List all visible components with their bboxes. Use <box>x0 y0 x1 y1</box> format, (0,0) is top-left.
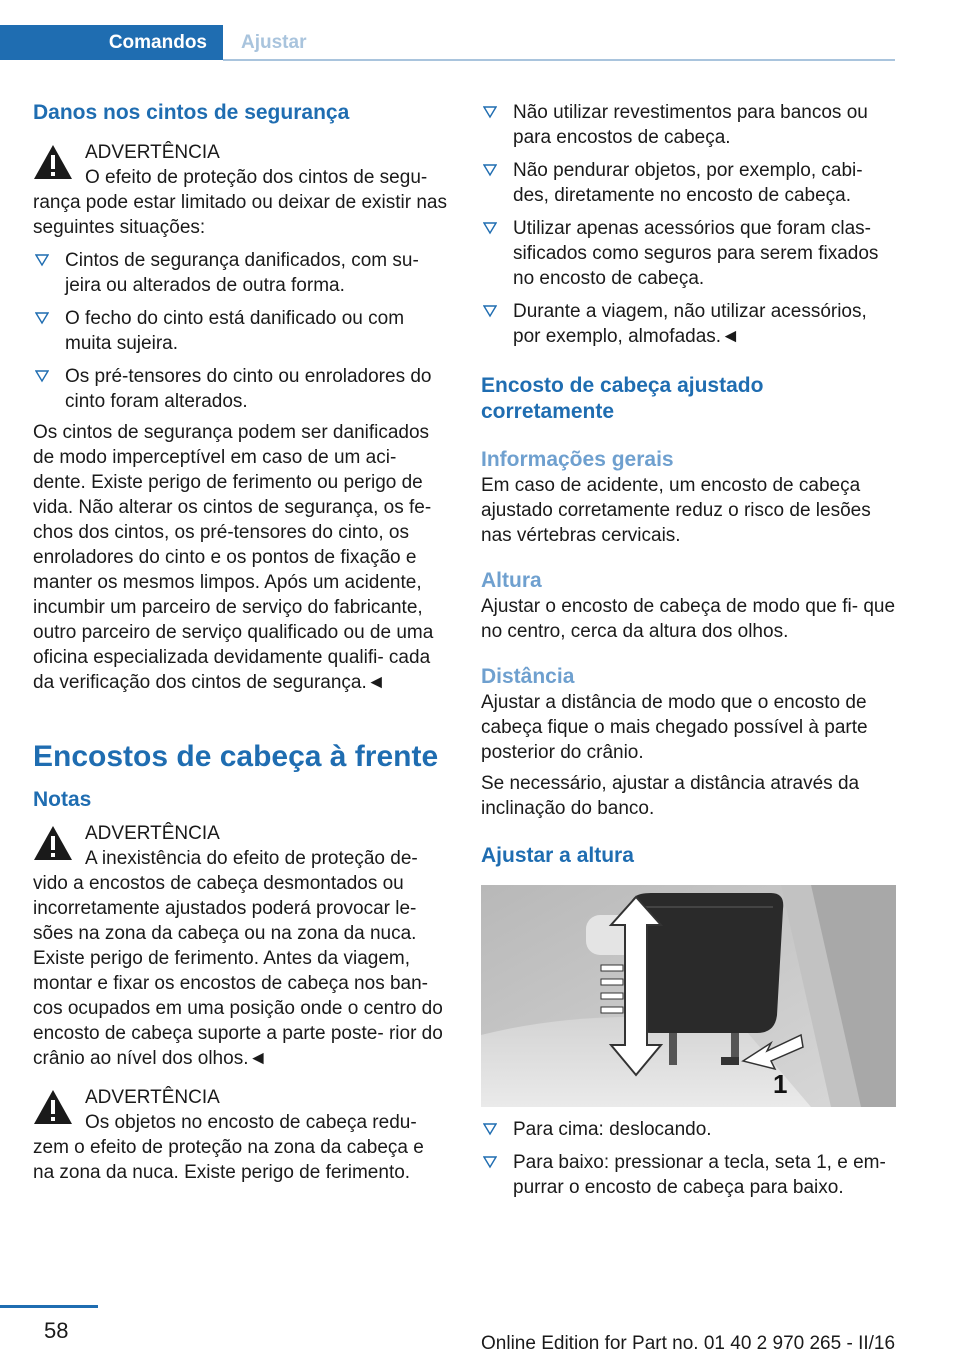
list-item: Durante a viagem, não utilizar acessórios, por exemplo, almofadas.◄ <box>481 299 897 349</box>
edition-note: Online Edition for Part no. 01 40 2 970 265 - II/16 <box>481 1333 896 1354</box>
section-title-adjust-height: Ajustar a altura <box>481 844 634 867</box>
section-title-headrest-adjusted: Encosto de cabeça ajustado corretamente <box>481 374 764 423</box>
paragraph-distance-inclination: Se necessário, ajustar a distância através da inclinação do banco. <box>481 773 860 819</box>
warning-title: ADVERTÊNCIA <box>85 1087 220 1108</box>
subsection-title-general: Informações gerais <box>481 448 674 471</box>
warning-text-first-line: Os objetos no encosto de cabeça redu‐ <box>85 1112 417 1133</box>
warning-icon <box>33 144 73 180</box>
left-column <box>33 100 449 1185</box>
triangle-bullet-icon <box>483 163 497 177</box>
warning-title: ADVERTÊNCIA <box>85 142 220 163</box>
page-number: 58 <box>44 1318 69 1343</box>
triangle-bullet-icon <box>35 311 49 325</box>
tab-ajustar[interactable]: Ajustar <box>241 32 307 53</box>
warning-icon <box>33 1089 73 1125</box>
warning-text: zem o efeito de proteção na zona da cabeça e na zona da nuca. Existe perigo de ferimento. <box>33 1137 424 1183</box>
section-title-seatbelt-damage: Danos nos cintos de segurança <box>33 101 350 124</box>
right-column <box>481 100 897 1200</box>
warning-text-first-line: O efeito de proteção dos cintos de segu‐ <box>85 167 428 188</box>
warning-text: rança pode estar limitado ou deixar de existir nas seguintes situações: <box>33 192 448 238</box>
triangle-bullet-icon <box>483 1155 497 1169</box>
warning-text: vido a encostos de cabeça desmontados ou incorretamente ajustados poderá provocar le‐ sões na zona da cabeça ou na zona da nuca. Existe perigo de ferimento. Antes da viagem, montar e fixar os encostos de cabeça nos ban‐ cos ocupados em uma posição onde o centro do encosto de cabeça suporte a parte poste‐ rior do crânio ao nível dos olhos.◄ <box>33 873 443 1069</box>
paragraph-seatbelt-warning: Os cintos de segurança podem ser danificados de modo imperceptível em caso de um aci‐ dente. Existe perigo de ferimento ou perigo de vida. Não alterar os cintos de segurança, os fe‐ chos dos cintos, os pré-tensores do cinto, os enroladores do cinto e os pontos de fixação e manter os mesmos limpos. Após um acidente, incumbir um parceiro de serviço do fabricante, outro parceiro de serviço qualificado ou de uma oficina especializada devidamente qualifi‐ cada da verificação dos cintos de segurança.◄ <box>33 422 434 693</box>
warning-1-list <box>33 248 449 414</box>
triangle-bullet-icon <box>483 304 497 318</box>
list-item: O fecho do cinto está danificado ou com muita sujeira. <box>33 306 449 356</box>
warning-icon <box>33 825 73 861</box>
footer-rule <box>0 1305 98 1308</box>
paragraph-height: Ajustar o encosto de cabeça de modo que fi‐ que no centro, cerca da altura dos olhos. <box>481 596 896 642</box>
warning-text-first-line: A inexistência do efeito de proteção de‐ <box>85 848 418 869</box>
list-item: Utilizar apenas acessórios que foram clas‐ sificados como seguros para serem fixados no encosto de cabeça. <box>481 216 897 291</box>
triangle-bullet-icon <box>35 253 49 267</box>
figure-callout-label: 1 <box>773 1069 788 1099</box>
headrest-figure <box>481 885 896 1107</box>
list-item: Para cima: deslocando. <box>481 1117 897 1142</box>
header-tabs <box>0 25 895 61</box>
section-title-notes: Notas <box>33 788 92 811</box>
list-item: Não pendurar objetos, por exemplo, cabi‐ des, diretamente no encosto de cabeça. <box>481 158 897 208</box>
warning-block-1 <box>33 140 449 240</box>
chapter-title: Encostos de cabeça à frente <box>33 740 439 773</box>
warning-3-list <box>481 100 897 349</box>
paragraph-distance: Ajustar a distância de modo que o encosto de cabeça fique o mais chegado possível à parte posterior do crânio. <box>481 692 868 763</box>
triangle-bullet-icon <box>483 1122 497 1136</box>
list-item: Os pré-tensores do cinto ou enroladores do cinto foram alterados. <box>33 364 449 414</box>
subsection-title-height: Altura <box>481 569 542 592</box>
triangle-bullet-icon <box>35 369 49 383</box>
paragraph-general-info: Em caso de acidente, um encosto de cabeça ajustado corretamente reduz o risco de lesões nas vértebras cervicais. <box>481 475 871 546</box>
list-item: Cintos de segurança danificados, com su‐ jeira ou alterados de outra forma. <box>33 248 449 298</box>
triangle-bullet-icon <box>483 221 497 235</box>
header-rule <box>223 59 895 61</box>
tab-comandos[interactable]: Comandos <box>0 25 223 60</box>
triangle-bullet-icon <box>483 105 497 119</box>
list-item: Não utilizar revestimentos para bancos ou para encostos de cabeça. <box>481 100 897 150</box>
list-item: Para baixo: pressionar a tecla, seta 1, e em‐ purrar o encosto de cabeça para baixo. <box>481 1150 897 1200</box>
headrest-illustration <box>481 885 896 1107</box>
warning-block-3 <box>33 1085 449 1185</box>
warning-block-2 <box>33 821 449 1071</box>
warning-title: ADVERTÊNCIA <box>85 823 220 844</box>
subsection-title-distance: Distância <box>481 665 575 688</box>
adjust-height-list <box>481 1117 897 1200</box>
